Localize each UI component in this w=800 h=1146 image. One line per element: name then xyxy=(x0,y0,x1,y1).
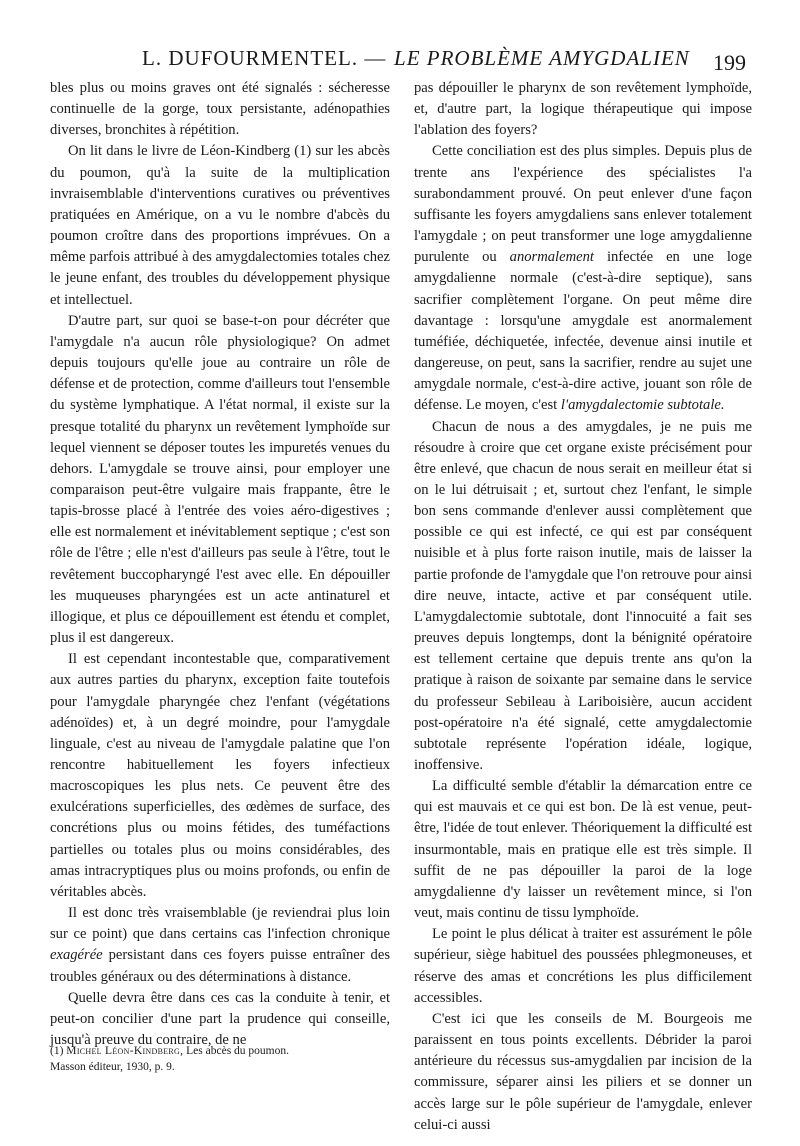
left-paragraph-1: bles plus ou moins graves ont été signalés : sécheresse continuelle de la gorge, toux persistante, adénopathies diverses, bronchites à répétition. xyxy=(50,80,390,139)
footnote-number: (1) xyxy=(50,1045,64,1057)
right-paragraph-2-emphasis: anormalement xyxy=(509,249,594,266)
left-paragraph-5 xyxy=(50,903,390,988)
left-paragraph-2: On lit dans le livre de Léon-Kindberg (1) sur les abcès du poumon, qu'à la suite de la multiplication invraisemblable d'interventions curatives ou préventives pratiquées en Amérique, on a vu le nombre d'abcès du poumon croître dans des proportions imprévues. On a même parfois attribué à des amygdalectomies totales chez le jeune enfant, des troubles du développement physique et intellectuel. xyxy=(50,143,390,308)
running-head-author: L. DUFOURMENTEL. — xyxy=(142,46,387,70)
right-paragraph-2 xyxy=(414,141,752,416)
running-head xyxy=(142,46,690,71)
footnote-book: Les abcès du poumon. xyxy=(183,1045,289,1057)
right-column xyxy=(414,78,752,1136)
right-paragraph-2-term: l'amygdalectomie subtotale. xyxy=(560,397,725,414)
page-number: 199 xyxy=(713,50,746,75)
right-paragraph-4: La difficulté semble d'établir la démarcation entre ce qui est mauvais et ce qui est bon. De là est venue, peut-être, l'idée de tout enlever. Théoriquement la difficulté est insurmontable, mais en pratique elle est très simple. Il suffit de ne pas dépouiller la paroi de la loge amygdalienne d'y laisser un revêtement mince, si l'on veut, mais continu de tissu lymphoïde. xyxy=(414,778,752,922)
footnote xyxy=(50,1043,390,1075)
left-paragraph-3: D'autre part, sur quoi se base-t-on pour décréter que l'amygdale n'a aucun rôle physiologique? On admet depuis toujours qu'elle joue au contraire un rôle de défense et de protection, comme d'ailleurs tout l'ensemble du système lymphatique. A l'état normal, il existe sur la presque totalité du pharynx un revêtement lymphoïde sur lequel viennent se déposer toutes les impuretés venues du dehors. L'amygdale se trouve ainsi, pour employer une comparaison peut-être vulgaire mais frappante, être le tapis-brosse placé à l'entrée des voies aéro-digestives ; elle est normalement et inévitablement septique ; c'est son rôle de l'être ; elle n'est d'ailleurs pas seule à l'être, tout le revêtement buccopharyngé l'est avec elle. En dépouiller les muqueuses pharyngées est un acte antinaturel et illogique, et plus ce dépouillement est étendu et complet, plus il est dangereux. xyxy=(50,312,390,647)
right-paragraph-1: pas dépouiller le pharynx de son revêtement lymphoïde, et, d'autre part, la logique thérapeutique qui impose l'ablation des foyers? xyxy=(414,80,752,139)
right-paragraph-2-middle: infectée en une loge amygdalienne normale (c'est-à-dire septique), sans sacrifier complètement l'organe. On peut même dire davantage : lorsqu'une amygdale est anormalement tuméfiée, déchiquetée, infectée, devenue ainsi inutile et dangereuse, on peut, sans la sacrifier, rendre au sujet une amygdale normale, c'est-à-dire active, jouant son rôle de défense. Le moyen, c'est xyxy=(414,249,752,414)
footnote-publisher: Masson éditeur, 1930, p. 9. xyxy=(50,1061,175,1073)
left-paragraph-5-start: Il est donc très vraisemblable (je reviendrai plus loin sur ce point) que dans certains cas l'infection chronique xyxy=(50,905,390,943)
left-paragraph-5-end: persistant dans ces foyers puisse entraîner des troubles généraux ou des déterminations à distance. xyxy=(50,947,390,985)
left-paragraph-4: Il est cependant incontestable que, comparativement aux autres parties du pharynx, exception faite toutefois pour l'amygdale pharyngée chez l'enfant (végétations adénoïdes) et, à un degré moindre, pour l'amygdale linguale, c'est au niveau de l'amygdale palatine que l'on rencontre habituellement les foyers infectieux macroscopiques les plus nets. Ce peuvent être des exulcérations superficielles, des œdèmes de surface, des concrétions plus ou moins fétides, des tuméfactions partielles ou totales plus ou moins considérables, des amas intracryptiques plus ou moins profonds, ou enfin de véritables abcès. xyxy=(50,651,390,900)
page-header xyxy=(56,44,746,80)
left-column xyxy=(50,78,390,1051)
right-paragraph-5: Le point le plus délicat à traiter est assurément le pôle supérieur, siège habituel des poussées phlegmoneuses, et réserve des amas et concrétions les plus difficilement accessibles. xyxy=(414,926,752,1006)
left-paragraph-6: Quelle devra être dans ces cas la conduite à tenir, et peut-on concilier d'une part la prudence qui conseille, jusqu'à preuve du contraire, de ne xyxy=(50,989,390,1049)
right-paragraph-2-start: Cette conciliation est des plus simples. Depuis plus de trente ans l'expérience des spécialistes l'a surabondamment prouvé. On peut enlever d'une façon suffisante les foyers amygdaliens sans enlever totalement l'amygdale ; on peut transformer une loge amygdalienne purulente ou xyxy=(414,143,752,266)
footnote-author: Michel Léon-Kindberg, xyxy=(66,1045,184,1057)
running-head-title: LE PROBLÈME AMYGDALIEN xyxy=(394,46,690,70)
right-paragraph-6: C'est ici que les conseils de M. Bourgeois me paraissent en tous points excellents. Débrider la paroi antérieure du récessus sus-amygdalien par incision de la commissure, séparer ainsi les piliers et se donner un accès large sur le pôle supérieur de l'amygdale, enlever celui-ci aussi xyxy=(414,1010,752,1133)
right-paragraph-3: Chacun de nous a des amygdales, je ne puis me résoudre à croire que cet organe existe précisément pour être enlevé, que chacun de nous serait en meilleur état si on le lui détruisait ; et, surtout chez l'enfant, le simple bon sens commande d'enlever aussi complètement que possible ce qui est infecté, ce qui est par conséquent nuisible et à plus forte raison inutile, mais de laisser la partie profonde de l'amygdale que l'on retrouve pour ainsi dire neuve, intacte, active et par conséquent utile. L'amygdalectomie subtotale, dont l'innocuité a fait ses preuves depuis longtemps, dont la bénignité opératoire est tellement certaine que depuis trente ans qu'on la pratique à raison de soixante par semaine dans le service du professeur Sebileau à Lariboisière, aucun accident post-opératoire n'a été signalé, cette amygdalectomie subtotale représente l'opération idéale, logique, inoffensive. xyxy=(414,418,752,773)
left-paragraph-5-emphasis: exagérée xyxy=(50,947,103,964)
